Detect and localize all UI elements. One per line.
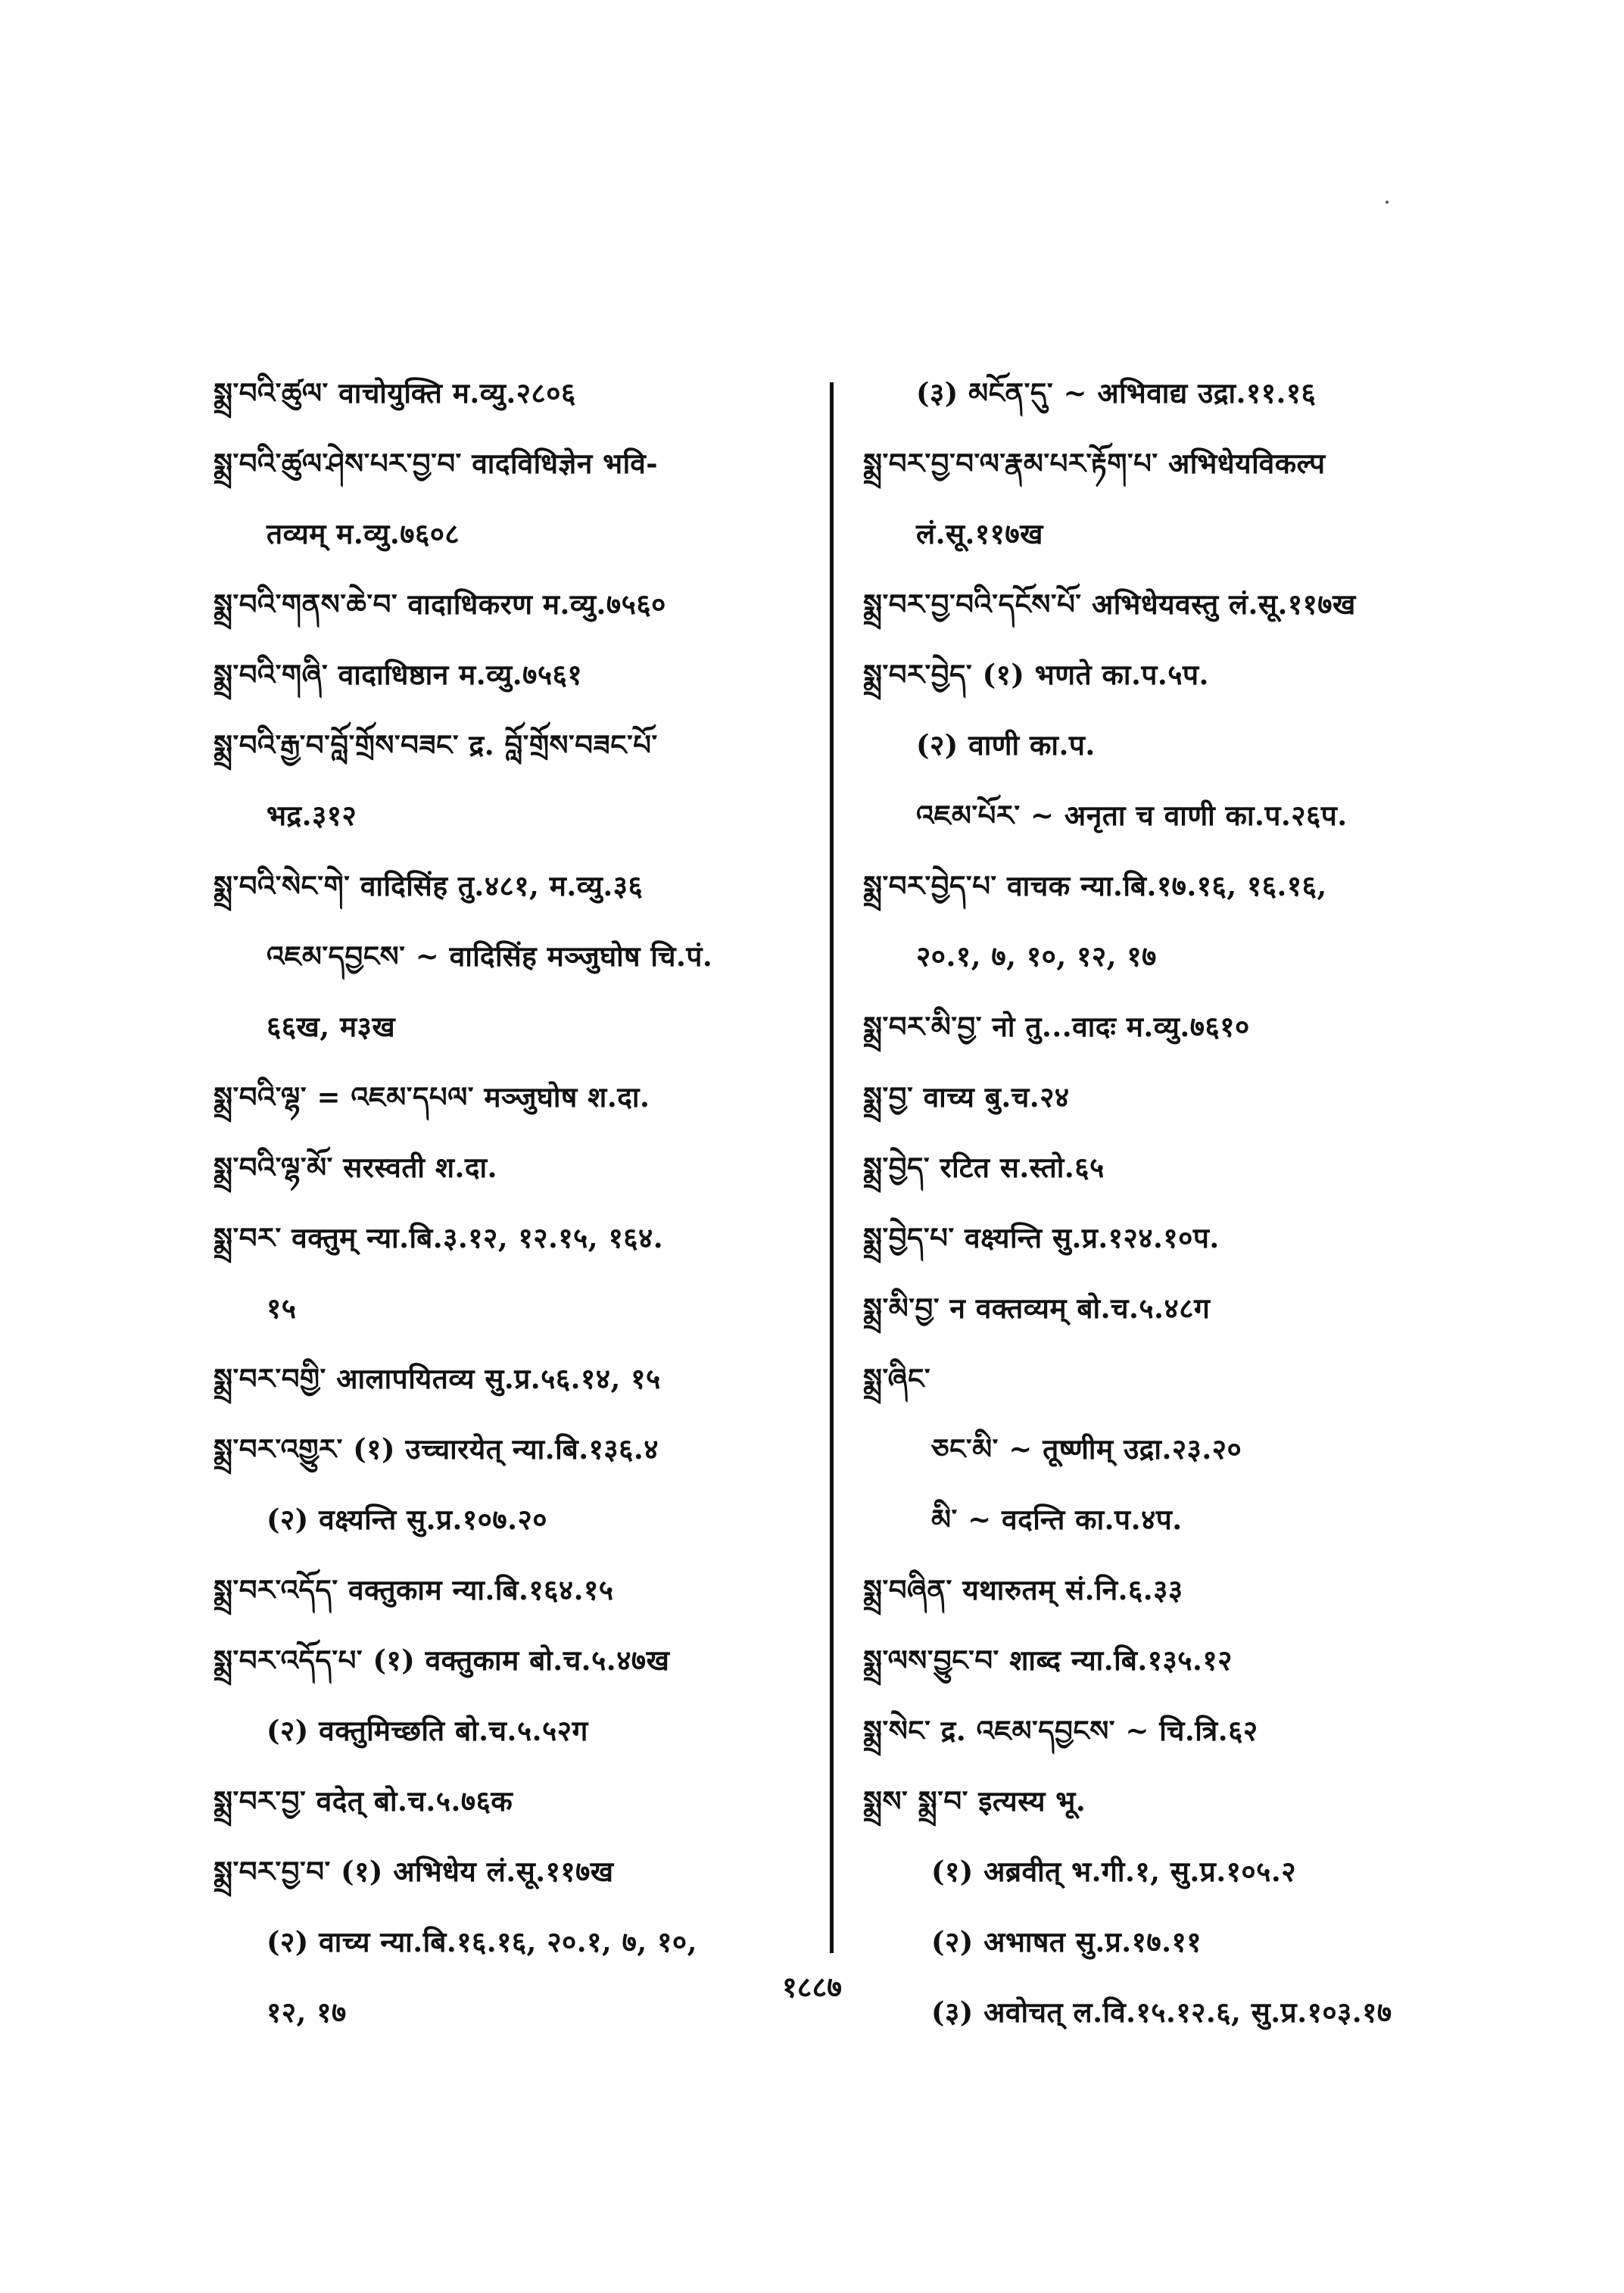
dictionary-entry-line: (२) वाच्य न्या.बि.१६.१६, २०.१, ७, १०,	[267, 1925, 698, 1958]
dictionary-entry-line: སྨྲ་ཞིང་	[863, 1362, 931, 1395]
dictionary-entry-line: སྨྲ་བའི་གནས་ཆེ་བ་ वादाधिकरण म.व्यु.७५६०	[214, 587, 666, 621]
dictionary-entry-line: तव्यम् म.व्यु.७६०८	[267, 517, 460, 550]
dictionary-entry-line: (२) अभाषत सु.प्र.१७.११	[931, 1925, 1202, 1958]
dictionary-entry-line: སྨྲ་སེང་ द्र. འཇམ་དབྱངས་ ~ चि.त्रि.६२	[863, 1714, 1258, 1747]
dictionary-entry-line: སྨྲ་བའི་སེང་གེ་ वादिसिंह तु.४८१, म.व्यु.३६	[214, 869, 644, 902]
dictionary-entry-line: སྨྲ་བའི་རྒྱ་བ་བློ་གྲོས་བཟང་ द्र. བློ་གྲོས་བཟང་པོ་	[214, 728, 658, 762]
dictionary-entry-line: སྨྲ་བའི་གཞི་ वादाधिष्ठान म.व्यु.७५६१	[214, 658, 583, 691]
dictionary-entry-line: སྨྲ་བཞིན་ यथारुतम् सं.नि.६.३३	[863, 1573, 1183, 1606]
scan-speck	[1386, 201, 1389, 204]
dictionary-entry-line: སྨྲ་བར་བྱ་བའི་དངོས་པོ་ अभिधेयवस्तु लं.सू.११७ख	[863, 587, 1356, 621]
dictionary-entry-line: भद्र.३१२	[267, 799, 357, 832]
dictionary-entry-line: (३) अवोचत् ल.वि.१५.१२.६, सु.प्र.१०३.१७	[931, 1995, 1392, 2029]
dictionary-entry-line: (२) वाणी का.प.	[916, 728, 1096, 762]
dictionary-entry-line: སྨྲ་བྱེད་ रटित स.स्तो.६५	[863, 1151, 1105, 1184]
dictionary-entry-line: ཅང་མི་ ~ तूष्णीम् उद्रा.२३.२०	[931, 1432, 1242, 1466]
dictionary-entry-line: སྨྲ་བར་འདོད་པ་ (१) वक्तुकाम बो.च.५.४७ख	[214, 1643, 670, 1677]
dictionary-entry-line: སྨྲ་བའི་ཚུལ་ཤེས་པར་བྱ་བ་ वादविधिज्ञेन भवि-	[214, 447, 659, 480]
dictionary-entry-line: (१) अब्रवीत् भ.गी.१, सु.प्र.१०५.२	[931, 1855, 1297, 1888]
page-number: १८८७	[781, 1970, 843, 2004]
dictionary-entry-line: སྨྲ་བར་བྱེད་པ་ वाचक न्या.बि.१७.१६, १६.१६,	[863, 869, 1327, 902]
dictionary-entry-line: སྨྲ་བར་མི་བྱ་ नो तु...वादः म.व्यु.७६१०	[863, 1010, 1250, 1043]
dictionary-entry-line: २०.१, ७, १०, १२, १७	[916, 939, 1157, 973]
dictionary-entry-line: སྨྲ་ལས་བྱུང་བ་ शाब्द न्या.बि.१३५.१२	[863, 1643, 1233, 1677]
dictionary-entry-line: སྨྲས་ སྨྲ་བ་ इत्यस्य भू.	[863, 1784, 1086, 1818]
dictionary-entry-line: འཇམ་པོར་ ~ अनृता च वाणी का.प.२६प.	[916, 799, 1348, 832]
dictionary-entry-line: སྨྲ་བར་འགྱུར་ (१) उच्चारयेत् न्या.बि.१३६.४	[214, 1432, 659, 1466]
dictionary-entry-line: (२) वक्तुमिच्छति बो.च.५.५२ग	[267, 1714, 588, 1747]
dictionary-entry-line: སྨྲ་མི་བྱ་ न वक्तव्यम् बो.च.५.४८ग	[863, 1291, 1211, 1325]
dictionary-entry-line: १५	[267, 1291, 297, 1325]
dictionary-entry-line: སྨྲ་བར་བྱེད་ (१) भणते का.प.५प.	[863, 658, 1209, 691]
right-column	[863, 375, 1492, 2064]
dictionary-entry-line: སྨྲ་བའི་ཚུལ་ वाचोयुक्ति म.व्यु.२८०६	[214, 376, 576, 410]
dictionary-entry-line: (२) वक्ष्यन्ति सु.प्र.१०७.२०	[267, 1503, 547, 1536]
dictionary-entry-line: སྨྲ་བར་བྱ་བ་ (१) अभिधेय लं.सू.११७ख	[214, 1855, 614, 1888]
dictionary-entry-line: लं.सू.११७ख	[916, 517, 1043, 550]
dictionary-entry-line: ६६ख, म३ख	[267, 1010, 396, 1043]
dictionary-entry-line: སྨྲ་བའི་ལྷ་ = འཇམ་དཔལ་ मञ्जुघोष श.दा.	[214, 1080, 650, 1114]
dictionary-entry-line: སྨྲ་བར་བྱ་ वदेत् बो.च.५.७६क	[214, 1784, 513, 1818]
dictionary-entry-line: སྨྲ་བར་བྱ་བ་ལ་རྣམ་པར་རྟོག་པ་ अभिधेयविकल्प	[863, 447, 1326, 480]
dictionary-entry-line: སྨྲ་བར་ वक्तुम् न्या.बि.३.१२, १२.१५, १६४.	[214, 1221, 664, 1254]
dictionary-entry-line: འཇམ་དབྱངས་ ~ वादिसिंह मञ्जुघोष चि.पं.	[267, 939, 713, 973]
dictionary-entry-line: སྨྲ་བའི་ལྷ་མོ་ सरस्वती श.दा.	[214, 1151, 498, 1184]
dictionary-entry-line: སྨྲ་བར་འདོད་ वक्तुकाम न्या.बि.१६४.१५	[214, 1573, 614, 1606]
dictionary-entry-line: མི་ ~ वदन्ति का.प.४प.	[931, 1503, 1183, 1536]
dictionary-entry-line: སྨྲ་བྱེད་པ་ वक्ष्यन्ति सु.प्र.१२४.१०प.	[863, 1221, 1220, 1254]
column-divider	[830, 382, 834, 1953]
dictionary-entry-line: སྨྲ་བྱ་ वाच्य बु.च.२४	[863, 1080, 1070, 1114]
left-column	[214, 375, 819, 2064]
dictionary-entry-line: (३) མངོན་དུ་ ~ अभिवाद्य उद्रा.११.१६	[916, 376, 1317, 410]
dictionary-entry-line: १२, १७	[267, 1995, 347, 2029]
dictionary-entry-line: སྨྲ་བར་བགྱི་ आलापयितव्य सु.प्र.५६.१४, १५	[214, 1362, 661, 1395]
